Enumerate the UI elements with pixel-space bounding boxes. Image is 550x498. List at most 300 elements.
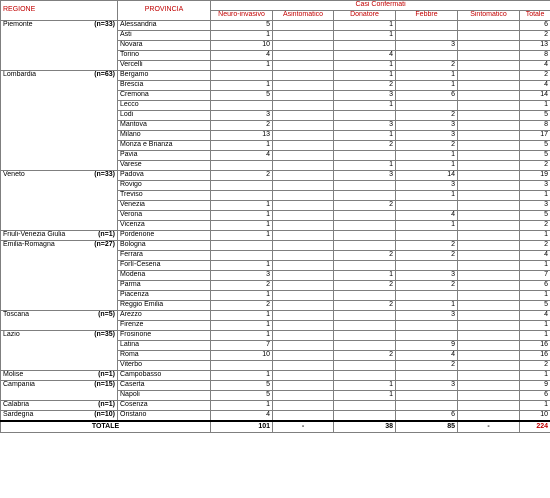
cell-neuro-invasivo: 10 bbox=[211, 41, 273, 51]
cell-donatore: 1 bbox=[334, 161, 396, 171]
cell-totale: 8 bbox=[520, 51, 550, 61]
cell-donatore bbox=[334, 361, 396, 371]
cell-febbre: 2 bbox=[396, 61, 458, 71]
cell-febbre bbox=[396, 31, 458, 41]
header-casi-confermati: Casi Confermati bbox=[211, 1, 550, 11]
province-name: Caserta bbox=[118, 381, 211, 391]
province-name: Bergamo bbox=[118, 71, 211, 81]
region-name: Sardegna bbox=[3, 411, 34, 418]
cell-sintomatico bbox=[458, 161, 520, 171]
cell-asintomatico bbox=[273, 261, 334, 271]
province-name: Torino bbox=[118, 51, 211, 61]
cell-totale: 1 bbox=[520, 331, 550, 341]
cell-neuro-invasivo: 1 bbox=[211, 331, 273, 341]
cell-donatore: 3 bbox=[334, 121, 396, 131]
cell-totale: 2 bbox=[520, 31, 550, 41]
cell-donatore: 1 bbox=[334, 71, 396, 81]
cell-febbre: 3 bbox=[396, 131, 458, 141]
cell-totale: 3 bbox=[520, 201, 550, 211]
region-name: Toscana bbox=[3, 311, 30, 318]
cell-febbre: 6 bbox=[396, 91, 458, 101]
cell-sintomatico bbox=[458, 321, 520, 331]
cell-febbre: 3 bbox=[396, 311, 458, 321]
region-count: (n=15) bbox=[94, 381, 115, 388]
cell-sintomatico bbox=[458, 91, 520, 101]
cell-donatore bbox=[334, 341, 396, 351]
table-row bbox=[1, 401, 550, 411]
cell-totale: 19 bbox=[520, 171, 550, 181]
cell-sintomatico bbox=[458, 41, 520, 51]
cell-donatore bbox=[334, 311, 396, 321]
province-name: Brescia bbox=[118, 81, 211, 91]
cell-sintomatico bbox=[458, 291, 520, 301]
province-name: Pordenone bbox=[118, 231, 211, 241]
cell-febbre: 3 bbox=[396, 271, 458, 281]
cell-totale: 4 bbox=[520, 311, 550, 321]
cell-neuro-invasivo bbox=[211, 361, 273, 371]
province-name: Arezzo bbox=[118, 311, 211, 321]
cell-febbre: 1 bbox=[396, 191, 458, 201]
cell-febbre: 14 bbox=[396, 171, 458, 181]
region-cell bbox=[1, 311, 118, 331]
region-count: (n=35) bbox=[94, 331, 115, 338]
region-count: (n=33) bbox=[94, 171, 115, 178]
cell-febbre: 3 bbox=[396, 381, 458, 391]
cell-donatore: 1 bbox=[334, 131, 396, 141]
province-name: Firenze bbox=[118, 321, 211, 331]
table-row bbox=[1, 231, 550, 241]
header-totale: Totale bbox=[520, 11, 550, 21]
cell-totale: 6 bbox=[520, 281, 550, 291]
cell-totale: 2 bbox=[520, 221, 550, 231]
cell-donatore bbox=[334, 191, 396, 201]
cell-donatore: 1 bbox=[334, 21, 396, 31]
province-name: Viterbo bbox=[118, 361, 211, 371]
province-name: Vercelli bbox=[118, 61, 211, 71]
cell-asintomatico bbox=[273, 51, 334, 61]
province-name: Rovigo bbox=[118, 181, 211, 191]
province-name: Novara bbox=[118, 41, 211, 51]
province-name: Roma bbox=[118, 351, 211, 361]
cell-sintomatico bbox=[458, 301, 520, 311]
cell-neuro-invasivo: 2 bbox=[211, 301, 273, 311]
cell-asintomatico bbox=[273, 401, 334, 411]
cell-sintomatico bbox=[458, 191, 520, 201]
cell-asintomatico bbox=[273, 191, 334, 201]
cell-totale: 1 bbox=[520, 401, 550, 411]
region-count: (n=27) bbox=[94, 241, 115, 248]
province-name: Modena bbox=[118, 271, 211, 281]
cell-febbre: 3 bbox=[396, 121, 458, 131]
cell-sintomatico bbox=[458, 101, 520, 111]
cell-sintomatico bbox=[458, 61, 520, 71]
cell-febbre: 4 bbox=[396, 211, 458, 221]
cell-donatore bbox=[334, 211, 396, 221]
cell-asintomatico bbox=[273, 391, 334, 401]
cell-totale: 16 bbox=[520, 341, 550, 351]
cell-donatore: 4 bbox=[334, 51, 396, 61]
cell-asintomatico bbox=[273, 201, 334, 211]
cell-febbre bbox=[396, 291, 458, 301]
cell-asintomatico bbox=[273, 101, 334, 111]
cell-totale: 1 bbox=[520, 261, 550, 271]
cell-sintomatico bbox=[458, 111, 520, 121]
region-cell bbox=[1, 371, 118, 381]
region-count: (n=33) bbox=[94, 21, 115, 28]
cell-donatore bbox=[334, 401, 396, 411]
region-cell bbox=[1, 401, 118, 411]
cell-neuro-invasivo: 1 bbox=[211, 141, 273, 151]
cell-asintomatico bbox=[273, 141, 334, 151]
cell-febbre: 2 bbox=[396, 241, 458, 251]
table-body bbox=[1, 21, 550, 422]
region-cell bbox=[1, 331, 118, 371]
cell-sintomatico bbox=[458, 341, 520, 351]
cell-febbre: 4 bbox=[396, 351, 458, 361]
cell-sintomatico bbox=[458, 31, 520, 41]
cell-donatore: 2 bbox=[334, 351, 396, 361]
region-count: (n=1) bbox=[98, 231, 115, 238]
cell-neuro-invasivo: 13 bbox=[211, 131, 273, 141]
cell-donatore bbox=[334, 371, 396, 381]
cell-neuro-invasivo: 1 bbox=[211, 311, 273, 321]
table-row bbox=[1, 241, 550, 251]
cell-sintomatico bbox=[458, 151, 520, 161]
cell-totale: 17 bbox=[520, 131, 550, 141]
total-febbre: 85 bbox=[396, 421, 458, 433]
table-header bbox=[1, 1, 550, 21]
cell-neuro-invasivo: 1 bbox=[211, 61, 273, 71]
cell-neuro-invasivo: 1 bbox=[211, 291, 273, 301]
cell-neuro-invasivo: 7 bbox=[211, 341, 273, 351]
cell-asintomatico bbox=[273, 131, 334, 141]
cell-neuro-invasivo: 1 bbox=[211, 371, 273, 381]
cell-neuro-invasivo bbox=[211, 251, 273, 261]
cell-neuro-invasivo: 1 bbox=[211, 401, 273, 411]
cell-sintomatico bbox=[458, 231, 520, 241]
header-febbre: Febbre bbox=[396, 11, 458, 21]
cell-febbre: 3 bbox=[396, 41, 458, 51]
cell-febbre: 2 bbox=[396, 141, 458, 151]
province-name: Venezia bbox=[118, 201, 211, 211]
region-name: Calabria bbox=[3, 401, 30, 408]
cell-sintomatico bbox=[458, 171, 520, 181]
header-neuro-invasivo: Neuro-invasivo bbox=[211, 11, 273, 21]
cell-totale: 6 bbox=[520, 21, 550, 31]
cell-neuro-invasivo: 10 bbox=[211, 351, 273, 361]
cell-sintomatico bbox=[458, 71, 520, 81]
total-asintomatico: - bbox=[273, 421, 334, 433]
cell-asintomatico bbox=[273, 281, 334, 291]
cell-sintomatico bbox=[458, 311, 520, 321]
cell-sintomatico bbox=[458, 221, 520, 231]
cell-sintomatico bbox=[458, 281, 520, 291]
cell-febbre bbox=[396, 21, 458, 31]
region-cell bbox=[1, 21, 118, 71]
region-count: (n=5) bbox=[98, 311, 115, 318]
header-provincia: PROVINCIA bbox=[118, 1, 211, 21]
cell-febbre bbox=[396, 51, 458, 61]
province-name: Varese bbox=[118, 161, 211, 171]
cell-sintomatico bbox=[458, 121, 520, 131]
cell-asintomatico bbox=[273, 21, 334, 31]
cell-donatore bbox=[334, 241, 396, 251]
cell-totale: 1 bbox=[520, 101, 550, 111]
cell-donatore bbox=[334, 181, 396, 191]
province-name: Cremona bbox=[118, 91, 211, 101]
total-neuro-invasivo: 101 bbox=[211, 421, 273, 433]
province-name: Campobasso bbox=[118, 371, 211, 381]
cell-donatore: 2 bbox=[334, 251, 396, 261]
province-name: Lodi bbox=[118, 111, 211, 121]
cell-totale: 2 bbox=[520, 241, 550, 251]
cell-totale: 7 bbox=[520, 271, 550, 281]
cell-febbre: 2 bbox=[396, 251, 458, 261]
province-name: Mantova bbox=[118, 121, 211, 131]
cell-totale: 5 bbox=[520, 151, 550, 161]
cell-neuro-invasivo: 4 bbox=[211, 151, 273, 161]
cell-asintomatico bbox=[273, 171, 334, 181]
cell-febbre bbox=[396, 261, 458, 271]
cell-neuro-invasivo: 5 bbox=[211, 381, 273, 391]
cell-totale: 10 bbox=[520, 411, 550, 422]
total-donatore: 38 bbox=[334, 421, 396, 433]
region-name: Molise bbox=[3, 371, 24, 378]
cell-asintomatico bbox=[273, 61, 334, 71]
province-name: Verona bbox=[118, 211, 211, 221]
cell-totale: 5 bbox=[520, 141, 550, 151]
cell-asintomatico bbox=[273, 341, 334, 351]
province-name: Latina bbox=[118, 341, 211, 351]
cell-neuro-invasivo: 1 bbox=[211, 261, 273, 271]
cell-asintomatico bbox=[273, 371, 334, 381]
cell-asintomatico bbox=[273, 221, 334, 231]
cell-asintomatico bbox=[273, 231, 334, 241]
cell-febbre bbox=[396, 231, 458, 241]
cell-donatore bbox=[334, 221, 396, 231]
cell-sintomatico bbox=[458, 51, 520, 61]
cell-febbre: 3 bbox=[396, 181, 458, 191]
cell-neuro-invasivo bbox=[211, 191, 273, 201]
cell-neuro-invasivo: 4 bbox=[211, 51, 273, 61]
region-cell bbox=[1, 71, 118, 171]
cell-donatore: 2 bbox=[334, 201, 396, 211]
cell-sintomatico bbox=[458, 211, 520, 221]
region-count: (n=1) bbox=[98, 371, 115, 378]
cell-asintomatico bbox=[273, 81, 334, 91]
cell-sintomatico bbox=[458, 141, 520, 151]
cell-donatore: 2 bbox=[334, 281, 396, 291]
cell-neuro-invasivo: 2 bbox=[211, 171, 273, 181]
header-regione: REGIONE bbox=[1, 1, 118, 21]
province-name: Padova bbox=[118, 171, 211, 181]
cell-sintomatico bbox=[458, 381, 520, 391]
cell-febbre: 1 bbox=[396, 151, 458, 161]
province-name: Piacenza bbox=[118, 291, 211, 301]
cell-neuro-invasivo bbox=[211, 101, 273, 111]
cell-febbre: 9 bbox=[396, 341, 458, 351]
cell-asintomatico bbox=[273, 361, 334, 371]
cell-febbre: 1 bbox=[396, 71, 458, 81]
cell-asintomatico bbox=[273, 351, 334, 361]
table-row bbox=[1, 71, 550, 81]
cell-asintomatico bbox=[273, 271, 334, 281]
cell-febbre bbox=[396, 321, 458, 331]
cell-donatore: 1 bbox=[334, 381, 396, 391]
cell-sintomatico bbox=[458, 181, 520, 191]
cell-donatore bbox=[334, 411, 396, 422]
cell-sintomatico bbox=[458, 411, 520, 422]
cell-sintomatico bbox=[458, 371, 520, 381]
province-name: Frosinone bbox=[118, 331, 211, 341]
cell-totale: 1 bbox=[520, 191, 550, 201]
cell-neuro-invasivo: 5 bbox=[211, 91, 273, 101]
province-name: Bologna bbox=[118, 241, 211, 251]
cell-sintomatico bbox=[458, 131, 520, 141]
region-name: Emilia-Romagna bbox=[3, 241, 55, 248]
region-count: (n=1) bbox=[98, 401, 115, 408]
header-asintomatico: Asintomatico bbox=[273, 11, 334, 21]
cell-totale: 5 bbox=[520, 301, 550, 311]
cell-donatore bbox=[334, 41, 396, 51]
cell-febbre bbox=[396, 391, 458, 401]
table-row bbox=[1, 411, 550, 422]
cell-asintomatico bbox=[273, 161, 334, 171]
cell-totale: 4 bbox=[520, 81, 550, 91]
cell-donatore: 3 bbox=[334, 91, 396, 101]
province-name: Asti bbox=[118, 31, 211, 41]
province-name: Alessandria bbox=[118, 21, 211, 31]
cell-neuro-invasivo: 5 bbox=[211, 21, 273, 31]
region-name: Lombardia bbox=[3, 71, 37, 78]
cell-febbre: 6 bbox=[396, 411, 458, 422]
cell-neuro-invasivo: 1 bbox=[211, 81, 273, 91]
region-cell bbox=[1, 381, 118, 401]
cell-asintomatico bbox=[273, 151, 334, 161]
cell-donatore bbox=[334, 331, 396, 341]
cell-febbre bbox=[396, 371, 458, 381]
cell-febbre: 1 bbox=[396, 161, 458, 171]
cell-neuro-invasivo bbox=[211, 241, 273, 251]
cell-febbre: 1 bbox=[396, 301, 458, 311]
cell-donatore: 2 bbox=[334, 141, 396, 151]
cell-donatore bbox=[334, 291, 396, 301]
cell-febbre: 2 bbox=[396, 361, 458, 371]
cell-sintomatico bbox=[458, 391, 520, 401]
table-row bbox=[1, 21, 550, 31]
cell-asintomatico bbox=[273, 121, 334, 131]
cell-donatore bbox=[334, 231, 396, 241]
header-sintomatico: Sintomatico bbox=[458, 11, 520, 21]
cell-totale: 1 bbox=[520, 231, 550, 241]
table-row bbox=[1, 311, 550, 321]
province-name: Monza e Brianza bbox=[118, 141, 211, 151]
cell-sintomatico bbox=[458, 201, 520, 211]
region-name: Campania bbox=[3, 381, 35, 388]
cell-totale: 2 bbox=[520, 361, 550, 371]
region-cell bbox=[1, 411, 118, 422]
cell-asintomatico bbox=[273, 381, 334, 391]
province-name: Oristano bbox=[118, 411, 211, 422]
province-name: Reggio Emilia bbox=[118, 301, 211, 311]
cell-asintomatico bbox=[273, 241, 334, 251]
cell-neuro-invasivo: 1 bbox=[211, 231, 273, 241]
region-count: (n=63) bbox=[94, 71, 115, 78]
table-row bbox=[1, 381, 550, 391]
cell-asintomatico bbox=[273, 331, 334, 341]
cell-totale: 4 bbox=[520, 61, 550, 71]
province-name: Napoli bbox=[118, 391, 211, 401]
province-name: Forlì-Cesena bbox=[118, 261, 211, 271]
province-name: Cosenza bbox=[118, 401, 211, 411]
cell-sintomatico bbox=[458, 271, 520, 281]
cell-asintomatico bbox=[273, 291, 334, 301]
cell-neuro-invasivo: 5 bbox=[211, 391, 273, 401]
cell-febbre bbox=[396, 201, 458, 211]
totals-label: TOTALE bbox=[1, 421, 211, 433]
cell-asintomatico bbox=[273, 91, 334, 101]
cell-sintomatico bbox=[458, 81, 520, 91]
region-cell bbox=[1, 171, 118, 231]
province-name: Treviso bbox=[118, 191, 211, 201]
cell-asintomatico bbox=[273, 301, 334, 311]
grand-total: 224 bbox=[520, 421, 550, 433]
province-name: Pavia bbox=[118, 151, 211, 161]
region-name: Friuli-Venezia Giulia bbox=[3, 231, 66, 238]
cell-totale: 1 bbox=[520, 321, 550, 331]
cell-totale: 14 bbox=[520, 91, 550, 101]
region-count: (n=10) bbox=[94, 411, 115, 418]
cell-febbre bbox=[396, 331, 458, 341]
cell-sintomatico bbox=[458, 331, 520, 341]
region-name: Piemonte bbox=[3, 21, 33, 28]
table-row bbox=[1, 331, 550, 341]
cell-neuro-invasivo: 2 bbox=[211, 121, 273, 131]
cell-donatore: 2 bbox=[334, 81, 396, 91]
cell-totale: 1 bbox=[520, 371, 550, 381]
cell-asintomatico bbox=[273, 251, 334, 261]
totals-row bbox=[1, 421, 550, 433]
cell-totale: 1 bbox=[520, 291, 550, 301]
cell-totale: 5 bbox=[520, 211, 550, 221]
cell-neuro-invasivo: 1 bbox=[211, 221, 273, 231]
cell-neuro-invasivo bbox=[211, 181, 273, 191]
cell-neuro-invasivo: 1 bbox=[211, 201, 273, 211]
province-name: Parma bbox=[118, 281, 211, 291]
cell-totale: 5 bbox=[520, 111, 550, 121]
cell-neuro-invasivo: 4 bbox=[211, 411, 273, 422]
cell-donatore: 1 bbox=[334, 271, 396, 281]
cell-febbre bbox=[396, 101, 458, 111]
cell-febbre: 2 bbox=[396, 281, 458, 291]
cell-neuro-invasivo bbox=[211, 71, 273, 81]
cell-donatore: 1 bbox=[334, 31, 396, 41]
cell-sintomatico bbox=[458, 401, 520, 411]
cell-neuro-invasivo: 1 bbox=[211, 321, 273, 331]
region-cell bbox=[1, 231, 118, 241]
cell-asintomatico bbox=[273, 411, 334, 422]
cell-donatore bbox=[334, 261, 396, 271]
cell-totale: 4 bbox=[520, 251, 550, 261]
cell-totale: 16 bbox=[520, 351, 550, 361]
cell-totale: 9 bbox=[520, 381, 550, 391]
table-row bbox=[1, 371, 550, 381]
cell-donatore: 3 bbox=[334, 171, 396, 181]
cell-asintomatico bbox=[273, 311, 334, 321]
cell-asintomatico bbox=[273, 181, 334, 191]
cell-febbre: 1 bbox=[396, 221, 458, 231]
cell-donatore bbox=[334, 111, 396, 121]
